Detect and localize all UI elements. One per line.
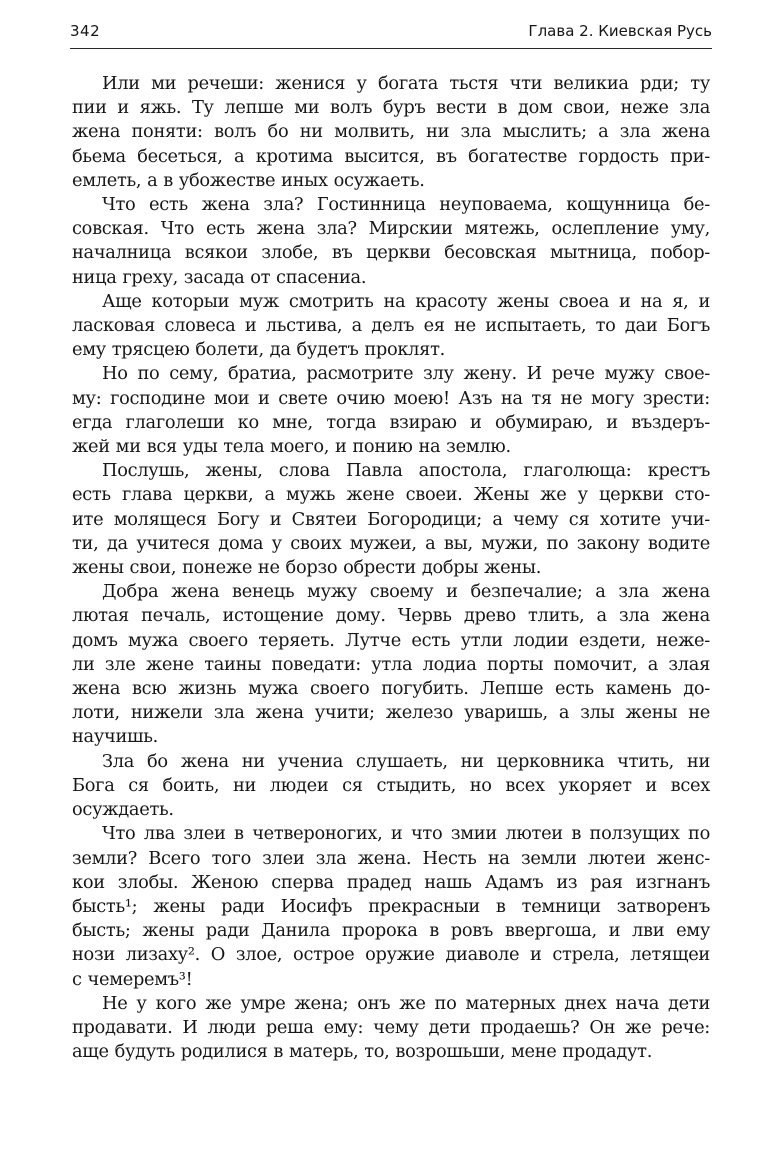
text-line: му: господине мои и свете очию моею! Азъ на тя не могу зрести: bbox=[72, 387, 710, 409]
paragraph bbox=[72, 72, 710, 193]
text-line: Бога ся боить, ни людеи ся стыдить, но всех укоряет и всех bbox=[72, 774, 710, 796]
text-line: бьема бесеться, а кротима высится, въ богатестве гордость при- bbox=[72, 145, 710, 167]
text-line: Послушь, жены, слова Павла апостола, глаголюща: крестъ bbox=[102, 460, 710, 482]
text-line: ти, да учитеся дома у своих мужеи, а вы, мужи, по закону водите bbox=[72, 532, 710, 554]
text-line: кои злобы. Женою сперва прадед нашь Адамъ из рая изгнанъ bbox=[72, 871, 710, 893]
text-line: жена всю жизнь мужа своего погубить. Лепше есть камень до- bbox=[72, 678, 710, 700]
text-line: ему трясцею болети, да будетъ проклят. bbox=[72, 339, 445, 361]
paragraph bbox=[72, 750, 710, 823]
text-line: ли зле жене таины поведати: утла лодиа порты помочит, а злая bbox=[72, 653, 710, 675]
text-line: бысть; жены ради Данила пророка в ровъ ввергоша, и лви ему bbox=[72, 920, 710, 942]
paragraph bbox=[72, 580, 710, 749]
text-line: Что лва злеи в четвероногих, и что змии лютеи в ползущих по bbox=[102, 823, 710, 845]
text-line: с чемеремъ³! bbox=[72, 968, 193, 990]
text-line: научишь. bbox=[72, 726, 158, 748]
text-line: Зла бо жена ни учениа слушаеть, ни церковника чтить, ни bbox=[102, 750, 710, 772]
text-line: жена поняти: волъ бо ни молвить, ни зла мыслить; а зла жена bbox=[72, 121, 710, 143]
text-line: осуждаеть. bbox=[72, 799, 174, 821]
page-header bbox=[0, 18, 780, 52]
text-line: лоти, нижели зла жена учити; железо уваришь, а злы жены не bbox=[72, 702, 710, 724]
text-line: жены свои, понеже не борзо обрести добры жены. bbox=[72, 557, 542, 579]
text-line: нози лизаху². О злое, острое оружие диаволе и стрела, летящеи bbox=[72, 944, 710, 966]
paragraph bbox=[72, 290, 710, 363]
text-line: егда глаголеши ко мне, тогда взираю и обумираю, и въздеръ- bbox=[72, 411, 710, 433]
text-line: ите молящеся Богу и Святеи Богородици; а чему ся хотите учи- bbox=[72, 508, 710, 530]
text-line: есть глава церкви, а мужь жене своеи. Жены же у церкви сто- bbox=[72, 484, 710, 506]
text-line: началница всякои злобе, въ церкви бесовская мытница, побор- bbox=[72, 242, 710, 264]
paragraph bbox=[72, 822, 710, 991]
text-line: Или ми речеши: женися у богата тьстя чти великиа рди; ту bbox=[102, 73, 710, 94]
main-text bbox=[72, 72, 710, 1064]
text-line: Добра жена венець мужу своему и безпечалие; а зла жена bbox=[102, 581, 710, 603]
text-line: емлеть, а в убожестве иных осужаеть. bbox=[72, 169, 425, 191]
text-line: Аще которыи муж смотрить на красоту жены своеа и на я, и bbox=[102, 290, 710, 312]
text-line: ласковая словеса и льстива, а делъ ея не испытаеть, то даи Богъ bbox=[72, 315, 710, 337]
text-line: бысть¹; жены ради Иосифъ прекрасныи в темници затворенъ bbox=[72, 895, 710, 917]
text-line: Что есть жена зла? Гостинница неуповаема, кощунница бе- bbox=[102, 194, 710, 216]
header-rule bbox=[70, 48, 712, 49]
running-head: Глава 2. Киевская Русь bbox=[528, 22, 712, 40]
text-line: Не у кого же умре жена; онъ же по матерных днех нача дети bbox=[102, 992, 710, 1014]
paragraph bbox=[72, 992, 710, 1065]
paragraph bbox=[72, 193, 710, 290]
text-line: пии и яжь. Ту лепше ми волъ буръ вести в дом свои, неже зла bbox=[72, 97, 710, 119]
text-line: домъ мужа своего теряеть. Лутче есть утли лодии ездети, неже- bbox=[72, 629, 710, 651]
text-line: продавати. И люди реша ему: чему дети продаешь? Он же рече: bbox=[72, 1016, 710, 1038]
text-line: лютая печаль, истощение дому. Червь древо тлить, а зла жена bbox=[72, 605, 710, 627]
page-number: 342 bbox=[70, 22, 101, 40]
text-line: земли? Всего того злеи зла жена. Несть на земли лютеи женс- bbox=[72, 847, 710, 869]
text-line: ница греху, засада от спасениа. bbox=[72, 266, 367, 288]
text-line: совская. Что есть жена зла? Мирскии мятежь, ослепление уму, bbox=[72, 218, 710, 240]
text-line: жей ми вся уды тела моего, и понию на землю. bbox=[72, 436, 511, 458]
text-line: аще будуть родилися в матерь, то, возрошьши, мене продадут. bbox=[72, 1041, 653, 1063]
paragraph bbox=[72, 362, 710, 459]
paragraph bbox=[72, 459, 710, 580]
text-line: Но по сему, братиа, расмотрите злу жену. И рече мужу свое- bbox=[102, 363, 710, 385]
